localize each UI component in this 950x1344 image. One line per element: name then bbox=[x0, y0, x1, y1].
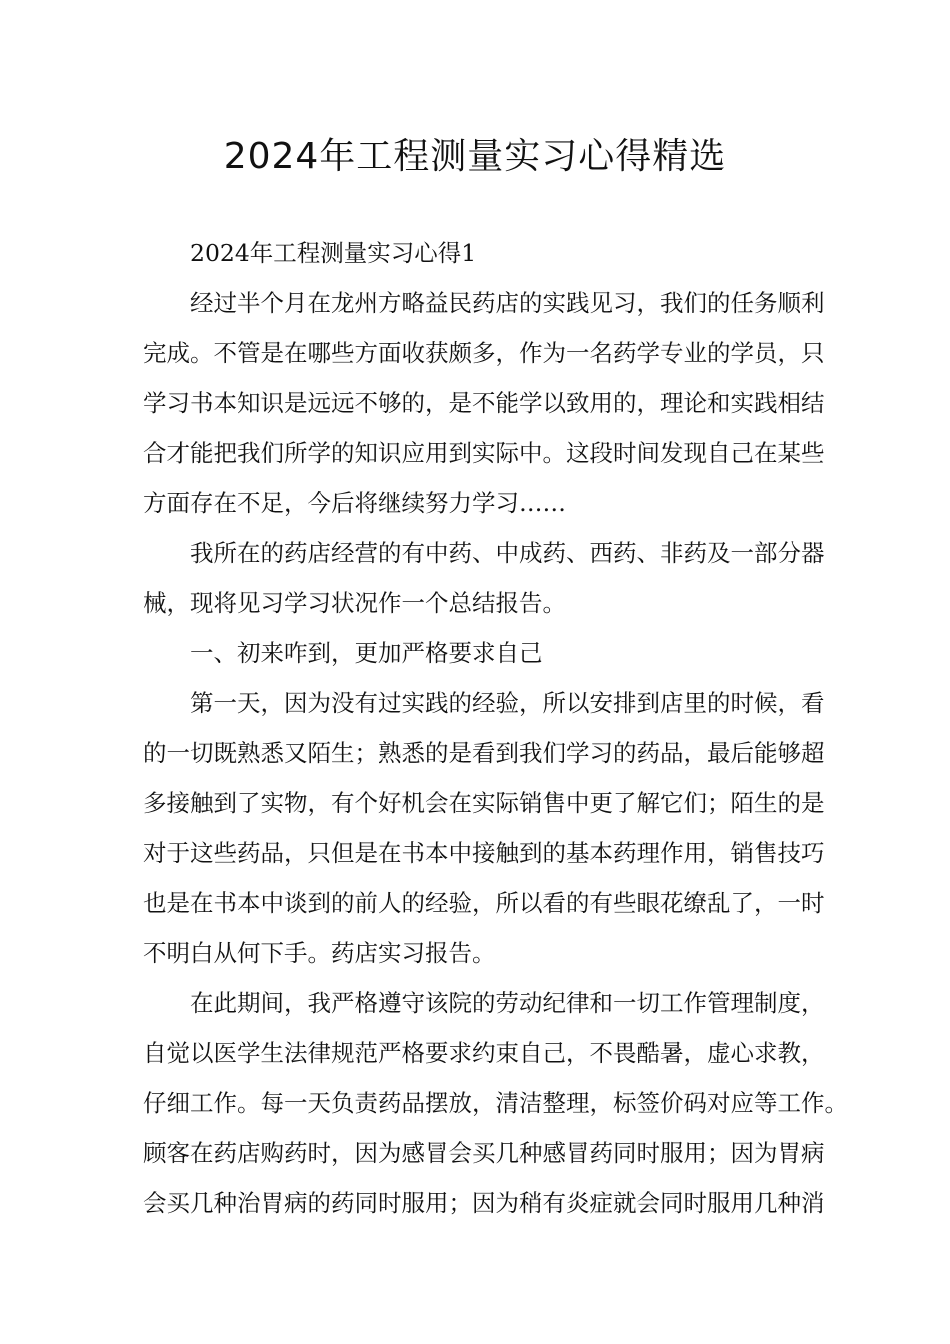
paragraph-line: 的一切既熟悉又陌生；熟悉的是看到我们学习的药品，最后能够超 bbox=[143, 739, 825, 767]
paragraph-line: 多接触到了实物，有个好机会在实际销售中更了解它们；陌生的是 bbox=[143, 789, 825, 817]
paragraph-line: 2024年工程测量实习心得1 bbox=[190, 239, 477, 267]
paragraph-line: 对于这些药品，只但是在书本中接触到的基本药理作用，销售技巧 bbox=[143, 839, 825, 867]
paragraph-line: 在此期间，我严格遵守该院的劳动纪律和一切工作管理制度， bbox=[190, 989, 825, 1017]
paragraph-line: 不明白从何下手。药店实习报告。 bbox=[143, 939, 496, 967]
paragraph-line: 顾客在药店购药时，因为感冒会买几种感冒药同时服用；因为胃病 bbox=[143, 1139, 825, 1167]
paragraph-line: 经过半个月在龙州方略益民药店的实践见习，我们的任务顺利 bbox=[190, 289, 825, 317]
paragraph-line: 一、初来咋到，更加严格要求自己 bbox=[190, 639, 543, 667]
paragraph-line: 学习书本知识是远远不够的，是不能学以致用的，理论和实践相结 bbox=[143, 389, 825, 417]
paragraph-line: 会买几种治胃病的药同时服用；因为稍有炎症就会同时服用几种消 bbox=[143, 1189, 825, 1217]
document-title: 2024年工程测量实习心得精选 bbox=[223, 136, 727, 177]
paragraph-line: 自觉以医学生法律规范严格要求约束自己，不畏酷暑，虚心求教， bbox=[143, 1039, 825, 1067]
paragraph-line: 械，现将见习学习状况作一个总结报告。 bbox=[143, 589, 566, 617]
paragraph-line: 也是在书本中谈到的前人的经验，所以看的有些眼花缭乱了，一时 bbox=[143, 889, 825, 917]
paragraph-line: 第一天，因为没有过实践的经验，所以安排到店里的时候，看 bbox=[190, 689, 825, 717]
paragraph-line: 仔细工作。每一天负责药品摆放，清洁整理，标签价码对应等工作。 bbox=[143, 1089, 848, 1117]
paragraph-line: 我所在的药店经营的有中药、中成药、西药、非药及一部分器 bbox=[190, 539, 825, 567]
paragraph-line: 完成。不管是在哪些方面收获颇多，作为一名药学专业的学员，只 bbox=[143, 339, 825, 367]
paragraph-line: 方面存在不足，今后将继续努力学习…… bbox=[143, 489, 566, 517]
document-body bbox=[143, 238, 848, 1238]
paragraph-line: 合才能把我们所学的知识应用到实际中。这段时间发现自己在某些 bbox=[143, 439, 825, 467]
